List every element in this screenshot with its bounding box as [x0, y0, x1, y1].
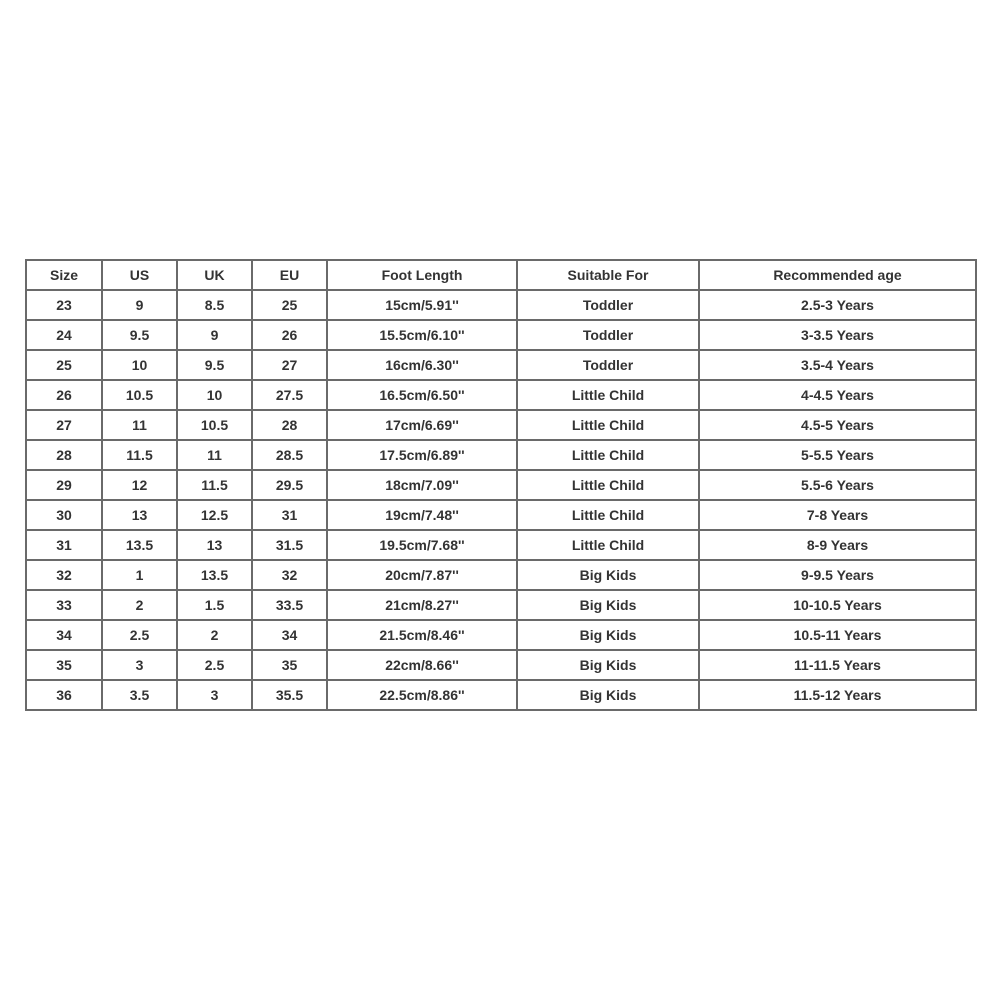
cell-recommended-age: 5.5-6 Years	[699, 470, 976, 500]
cell-size: 34	[26, 620, 102, 650]
cell-size: 24	[26, 320, 102, 350]
cell-suitable-for: Big Kids	[517, 680, 699, 710]
cell-foot-length: 15.5cm/6.10''	[327, 320, 517, 350]
cell-uk: 2	[177, 620, 252, 650]
table-row	[26, 560, 976, 590]
cell-recommended-age: 10.5-11 Years	[699, 620, 976, 650]
cell-us: 13.5	[102, 530, 177, 560]
table-row	[26, 380, 976, 410]
cell-suitable-for: Little Child	[517, 410, 699, 440]
cell-foot-length: 21cm/8.27''	[327, 590, 517, 620]
table-row	[26, 590, 976, 620]
cell-uk: 12.5	[177, 500, 252, 530]
cell-us: 11	[102, 410, 177, 440]
header-eu: EU	[252, 260, 327, 290]
table-row	[26, 500, 976, 530]
cell-recommended-age: 10-10.5 Years	[699, 590, 976, 620]
cell-size: 33	[26, 590, 102, 620]
cell-size: 30	[26, 500, 102, 530]
cell-foot-length: 18cm/7.09''	[327, 470, 517, 500]
header-suitable-for: Suitable For	[517, 260, 699, 290]
cell-suitable-for: Little Child	[517, 530, 699, 560]
cell-us: 1	[102, 560, 177, 590]
table-row	[26, 290, 976, 320]
cell-uk: 1.5	[177, 590, 252, 620]
cell-size: 32	[26, 560, 102, 590]
cell-eu: 29.5	[252, 470, 327, 500]
cell-size: 31	[26, 530, 102, 560]
cell-suitable-for: Big Kids	[517, 650, 699, 680]
table-row	[26, 680, 976, 710]
cell-uk: 11.5	[177, 470, 252, 500]
cell-size: 27	[26, 410, 102, 440]
cell-us: 13	[102, 500, 177, 530]
cell-us: 11.5	[102, 440, 177, 470]
cell-eu: 35.5	[252, 680, 327, 710]
cell-recommended-age: 5-5.5 Years	[699, 440, 976, 470]
cell-recommended-age: 11-11.5 Years	[699, 650, 976, 680]
table-row	[26, 410, 976, 440]
header-recommended-age: Recommended age	[699, 260, 976, 290]
header-foot-length: Foot Length	[327, 260, 517, 290]
cell-uk: 8.5	[177, 290, 252, 320]
cell-us: 9.5	[102, 320, 177, 350]
cell-recommended-age: 4.5-5 Years	[699, 410, 976, 440]
cell-uk: 10	[177, 380, 252, 410]
cell-eu: 33.5	[252, 590, 327, 620]
table-row	[26, 650, 976, 680]
cell-foot-length: 17cm/6.69''	[327, 410, 517, 440]
cell-us: 10.5	[102, 380, 177, 410]
cell-foot-length: 17.5cm/6.89''	[327, 440, 517, 470]
cell-foot-length: 20cm/7.87''	[327, 560, 517, 590]
cell-us: 2.5	[102, 620, 177, 650]
cell-uk: 9	[177, 320, 252, 350]
table-row	[26, 350, 976, 380]
cell-uk: 13.5	[177, 560, 252, 590]
table-row	[26, 530, 976, 560]
cell-suitable-for: Little Child	[517, 440, 699, 470]
header-row	[26, 260, 976, 290]
table-row	[26, 470, 976, 500]
cell-us: 2	[102, 590, 177, 620]
table-row	[26, 620, 976, 650]
cell-eu: 27.5	[252, 380, 327, 410]
cell-eu: 35	[252, 650, 327, 680]
cell-suitable-for: Toddler	[517, 350, 699, 380]
cell-foot-length: 16cm/6.30''	[327, 350, 517, 380]
cell-foot-length: 16.5cm/6.50''	[327, 380, 517, 410]
cell-uk: 10.5	[177, 410, 252, 440]
header-us: US	[102, 260, 177, 290]
cell-eu: 28	[252, 410, 327, 440]
cell-uk: 13	[177, 530, 252, 560]
cell-foot-length: 15cm/5.91''	[327, 290, 517, 320]
cell-us: 10	[102, 350, 177, 380]
cell-recommended-age: 7-8 Years	[699, 500, 976, 530]
cell-suitable-for: Toddler	[517, 320, 699, 350]
cell-suitable-for: Big Kids	[517, 620, 699, 650]
cell-eu: 28.5	[252, 440, 327, 470]
cell-us: 3.5	[102, 680, 177, 710]
cell-suitable-for: Big Kids	[517, 590, 699, 620]
cell-eu: 25	[252, 290, 327, 320]
header-uk: UK	[177, 260, 252, 290]
cell-suitable-for: Little Child	[517, 470, 699, 500]
cell-size: 28	[26, 440, 102, 470]
table-body	[26, 290, 976, 710]
cell-suitable-for: Little Child	[517, 500, 699, 530]
cell-foot-length: 19cm/7.48''	[327, 500, 517, 530]
cell-size: 25	[26, 350, 102, 380]
cell-recommended-age: 8-9 Years	[699, 530, 976, 560]
cell-eu: 27	[252, 350, 327, 380]
table-row	[26, 440, 976, 470]
cell-size: 36	[26, 680, 102, 710]
cell-suitable-for: Big Kids	[517, 560, 699, 590]
cell-recommended-age: 3-3.5 Years	[699, 320, 976, 350]
cell-size: 29	[26, 470, 102, 500]
cell-foot-length: 22cm/8.66''	[327, 650, 517, 680]
cell-size: 35	[26, 650, 102, 680]
cell-us: 9	[102, 290, 177, 320]
table-row	[26, 320, 976, 350]
cell-eu: 31	[252, 500, 327, 530]
cell-size: 23	[26, 290, 102, 320]
table-header	[26, 260, 976, 290]
cell-foot-length: 21.5cm/8.46''	[327, 620, 517, 650]
size-chart-table	[25, 259, 977, 711]
cell-recommended-age: 3.5-4 Years	[699, 350, 976, 380]
cell-uk: 11	[177, 440, 252, 470]
cell-suitable-for: Little Child	[517, 380, 699, 410]
cell-uk: 9.5	[177, 350, 252, 380]
cell-recommended-age: 2.5-3 Years	[699, 290, 976, 320]
cell-size: 26	[26, 380, 102, 410]
cell-recommended-age: 11.5-12 Years	[699, 680, 976, 710]
cell-eu: 34	[252, 620, 327, 650]
cell-us: 3	[102, 650, 177, 680]
cell-uk: 3	[177, 680, 252, 710]
cell-recommended-age: 9-9.5 Years	[699, 560, 976, 590]
cell-recommended-age: 4-4.5 Years	[699, 380, 976, 410]
cell-foot-length: 19.5cm/7.68''	[327, 530, 517, 560]
cell-us: 12	[102, 470, 177, 500]
cell-suitable-for: Toddler	[517, 290, 699, 320]
cell-foot-length: 22.5cm/8.86''	[327, 680, 517, 710]
cell-uk: 2.5	[177, 650, 252, 680]
header-size: Size	[26, 260, 102, 290]
cell-eu: 31.5	[252, 530, 327, 560]
cell-eu: 26	[252, 320, 327, 350]
cell-eu: 32	[252, 560, 327, 590]
